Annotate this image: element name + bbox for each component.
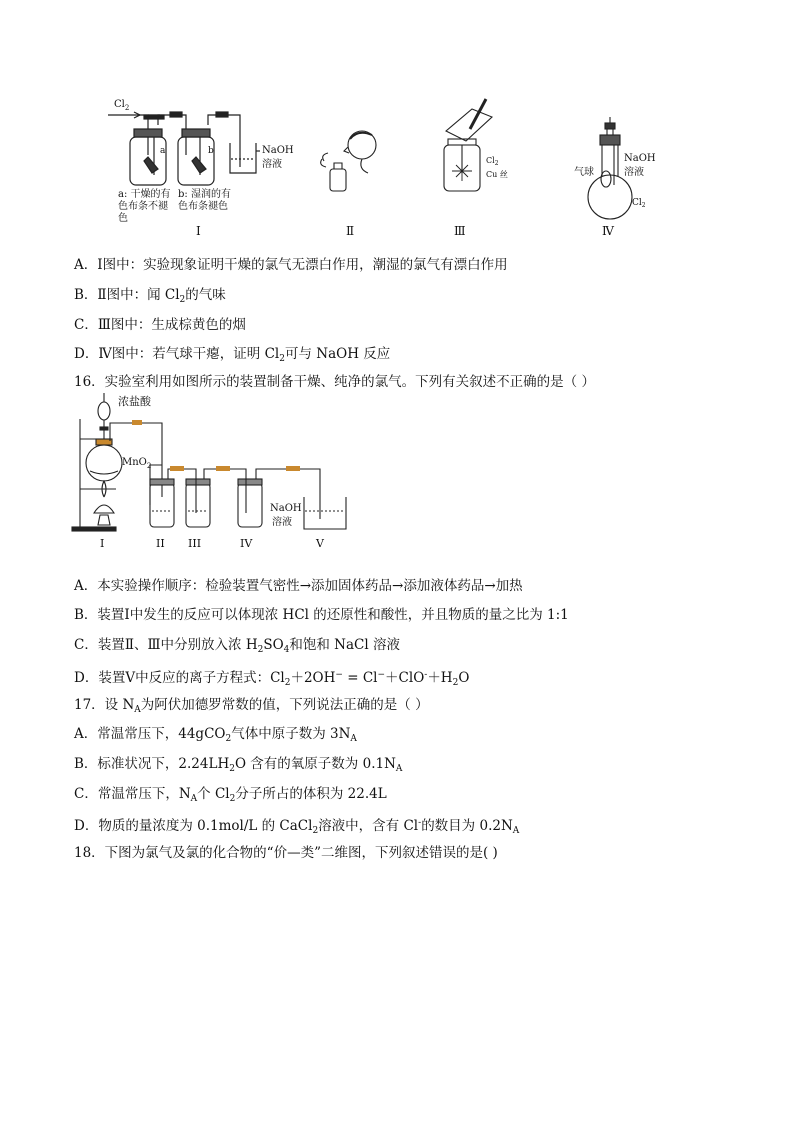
numeral-q16-iii: III [188, 537, 202, 550]
q16-stem-text: 16．实验室利用如图所示的装置制备干燥、纯净的氯气。下列有关叙述不正确的是（ ） [74, 374, 595, 390]
caption-a-line1: a: 干燥的有 [118, 189, 171, 200]
figure-q16-apparatus [70, 393, 370, 553]
q17-option-d-sub: 2 [312, 826, 319, 836]
q15-option-b-sub: 2 [179, 295, 186, 305]
q17-option-c-mid: 个 Cl [197, 786, 230, 802]
numeral-q16-v: V [316, 537, 324, 550]
naoh-label: NaOH [262, 145, 294, 156]
q16-option-c-sub1: 2 [257, 645, 264, 655]
q16-option-d-mid2: = Cl [342, 670, 378, 686]
caption-a-line3: 色 [118, 213, 128, 224]
q16-option-c-post: 和饱和 NaCl 溶液 [289, 637, 400, 653]
q17-option-d-sup: - [418, 818, 422, 828]
cl2-iii-label: $Cl_2$ [486, 156, 499, 167]
label-b: b [208, 146, 214, 156]
q16-option-d-sub2: 2 [452, 678, 459, 688]
cl2-iv-label: $Cl_2$ [632, 198, 646, 209]
q15-option-d-sub: 2 [279, 354, 285, 364]
q15-option-b-text: B．Ⅱ图中：闻 Cl [74, 287, 180, 303]
q15-option-a-text: A．Ⅰ图中：实验现象证明干燥的氯气无漂白作用，潮湿的氯气有漂白作用 [74, 257, 508, 273]
q15-option-c-text: C．Ⅲ图中：生成棕黄色的烟 [74, 317, 246, 333]
cu-wire-label: Cu 丝 [486, 170, 508, 179]
q16-option-b [74, 606, 569, 624]
q17-stem [74, 696, 429, 719]
q16-option-d-text: D．装置Ⅴ中反应的离子方程式：Cl [74, 670, 285, 686]
naoh-v-label: NaOH [270, 503, 302, 514]
q17-option-b-text: B．标准状况下，2.24LH [74, 756, 230, 772]
numeral-q16-iv: IV [240, 537, 253, 550]
q17-option-c-text: C．常温常压下，N [74, 786, 191, 802]
q16-option-d-sup1: − [335, 670, 343, 680]
mno2-label: MnO$_2$ [122, 457, 152, 470]
q16-option-c-text: C．装置Ⅱ、Ⅲ中分别放入浓 H [74, 637, 258, 653]
caption-a-line2: 色布条不褪 [118, 201, 168, 212]
q18-stem-text: 18．下图为氯气及氯的化合物的“价—类”二维图，下列叙述错误的是( ) [74, 845, 498, 861]
q15-option-b-post: 的气味 [185, 287, 226, 303]
q17-option-a-mid: 气体中原子数为 3N [231, 726, 351, 742]
apparatus-ii [321, 131, 376, 191]
q16-option-d-sub1: 2 [284, 678, 291, 688]
q17-option-b-sub: 2 [229, 764, 235, 774]
solution-v-label: 溶液 [272, 517, 292, 528]
q15-option-d-text: D．Ⅳ图中：若气球干瘪，证明 Cl [74, 346, 280, 362]
figure-q15-apparatus [100, 95, 680, 245]
q17-option-a-sub: 2 [225, 734, 232, 744]
numeral-q16-ii: II [156, 537, 165, 550]
q15-option-c [74, 316, 246, 334]
q16-option-a-text: A．本实验操作顺序：检验装置气密性→添加固体药品→添加液体药品→加热 [74, 578, 523, 594]
q16-stem [74, 373, 595, 391]
q16-option-d-sup2: − [377, 670, 386, 680]
q16-option-d-sup3: - [424, 670, 428, 680]
balloon-label: 气球 [574, 167, 594, 178]
q17-option-a [74, 725, 357, 748]
q16-option-c-mid: SO [263, 637, 284, 653]
q17-option-c [74, 785, 387, 808]
q17-option-c-sub2: 2 [229, 794, 236, 804]
q17-option-d-sub2: A [512, 826, 520, 836]
q17-option-b-mid: O 含有的氧原子数为 0.1N [234, 756, 396, 772]
caption-b-line2: 色布条褪色 [178, 201, 228, 212]
numeral-i: Ⅰ [196, 224, 201, 238]
q16-option-d-post: O [458, 670, 470, 686]
q17-stem-post: 为阿伏加德罗常数的值，下列说法正确的是（ ） [140, 697, 429, 713]
q16-option-c [74, 636, 400, 659]
q17-option-d-mid2: 的数目为 0.2N [421, 818, 513, 834]
q17-option-d [74, 814, 519, 840]
apparatus-i [108, 99, 260, 185]
q17-stem-sub: A [134, 705, 141, 715]
q16-option-d-mid1: ＋2OH [290, 670, 336, 686]
q16-option-c-sub2: 4 [283, 645, 290, 655]
q18-stem [74, 844, 498, 862]
q16-option-d-mid4: ＋H [427, 670, 453, 686]
numeral-ii: Ⅱ [346, 224, 355, 238]
numeral-q16-i: I [100, 537, 105, 550]
q15-option-a [74, 256, 508, 274]
cl2-inlet-label: $Cl_2$ [114, 99, 130, 112]
q17-option-b-sub2: A [395, 764, 403, 774]
q17-option-c-post: 分子所占的体积为 22.4L [235, 786, 387, 802]
q17-option-a-sub2: A [350, 734, 357, 744]
q17-option-c-sub: A [190, 794, 198, 804]
q17-stem-text: 17．设 N [74, 697, 135, 713]
acid-label: 浓盐酸 [118, 395, 151, 408]
q15-option-d-post: 可与 NaOH 反应 [284, 346, 391, 362]
q16-option-a [74, 577, 523, 595]
apparatus-iii [444, 99, 492, 191]
q17-option-b [74, 755, 402, 778]
q16-option-b-text: B．装置Ⅰ中发生的反应可以体现浓 HCl 的还原性和酸性，并且物质的量之比为 1:1 [74, 607, 569, 623]
q15-option-d [74, 345, 390, 368]
solution-label: 溶液 [262, 159, 282, 170]
numeral-iii: Ⅲ [454, 224, 466, 238]
q17-option-d-text: D．物质的量浓度为 0.1mol/L 的 CaCl [74, 818, 313, 834]
numeral-iv: Ⅳ [602, 224, 614, 238]
naoh-iv-label: NaOH [624, 153, 656, 164]
q16-option-d-mid3: ＋ClO [385, 670, 425, 686]
q16-option-d [74, 666, 469, 692]
q17-option-d-mid: 溶液中，含有 Cl [318, 818, 419, 834]
caption-b-line1: b: 湿润的有 [178, 189, 231, 200]
q17-option-a-text: A．常温常压下，44gCO [74, 726, 226, 742]
solution-iv-label: 溶液 [624, 167, 644, 178]
q15-option-b [74, 286, 226, 309]
label-a: a [160, 146, 166, 156]
